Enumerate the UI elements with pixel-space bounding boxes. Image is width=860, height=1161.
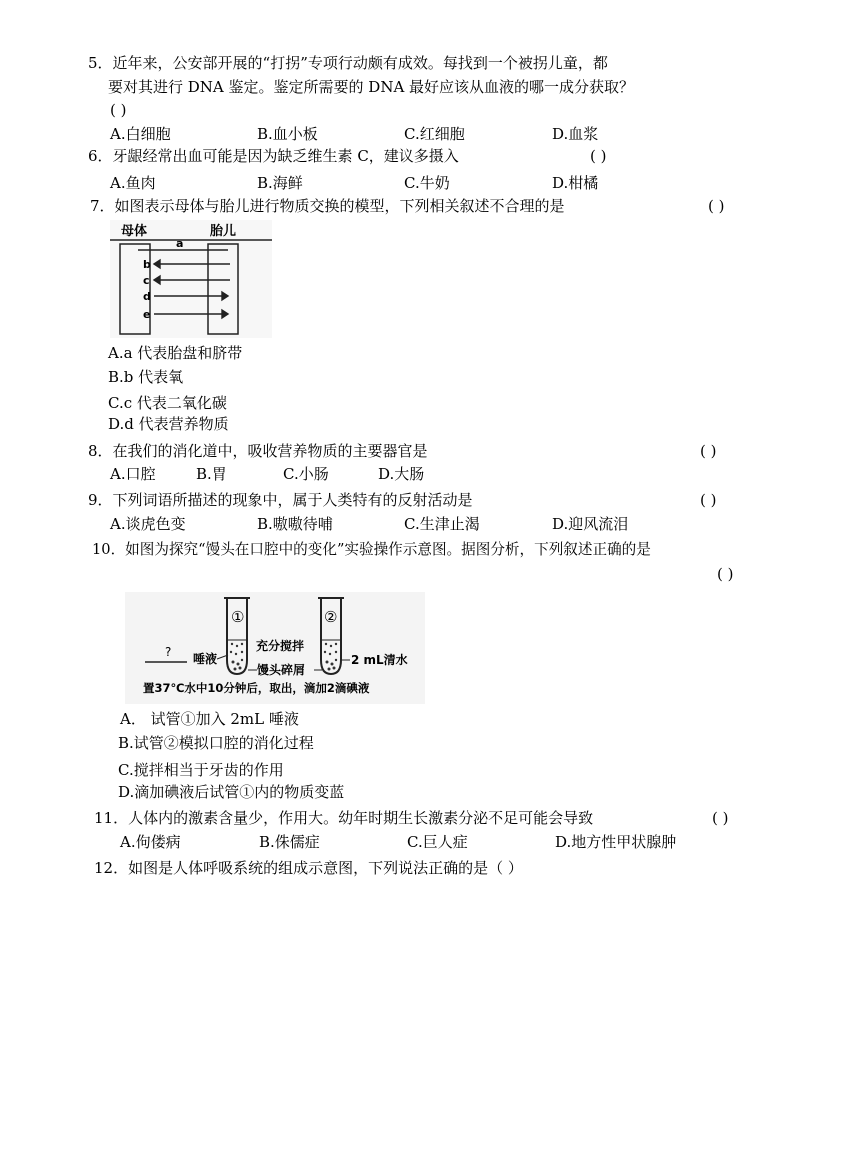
tube-2-label: ②: [324, 608, 338, 626]
q11-option-a: A.佝偻病: [120, 833, 181, 851]
mother-label: 母体: [121, 224, 148, 239]
q11-option-c: C.巨人症: [407, 833, 468, 851]
q11-answer-paren: ( ): [712, 809, 729, 827]
q9-option-c: C.生津止渴: [404, 515, 480, 533]
q5-option-d: D.血浆: [552, 125, 599, 143]
q7-option-c: C.c 代表二氧化碳: [108, 394, 227, 412]
q12-stem: 12．如图是人体呼吸系统的组成示意图，下列说法正确的是（ ）: [94, 859, 523, 877]
saliva-label: 唾液: [193, 652, 218, 666]
q6-answer-paren: ( ): [590, 147, 607, 165]
q5-stem-line1: 5．近年来，公安部开展的“打拐”专项行动颇有成效。每找到一个被拐儿童，都: [88, 54, 608, 72]
water-label: 2 mL清水: [351, 653, 408, 667]
q11-option-b: B.侏儒症: [259, 833, 320, 851]
q8-stem: 8．在我们的消化道中，吸收营养物质的主要器官是: [88, 442, 428, 460]
q6-option-b: B.海鲜: [257, 174, 303, 192]
fetus-label: 胎儿: [210, 224, 237, 239]
q10-option-d: D.滴加碘液后试管①内的物质变蓝: [118, 783, 345, 801]
q5-option-b: B.血小板: [257, 125, 318, 143]
q8-answer-paren: ( ): [700, 442, 717, 460]
q10-option-a: A． 试管①加入 2mL 唾液: [120, 710, 299, 728]
q6-option-d: D.柑橘: [552, 174, 599, 192]
q8-option-b: B.胃: [196, 465, 227, 483]
q10-stem: 10．如图为探究“馒头在口腔中的变化”实验操作示意图。据图分析，下列叙述正确的是: [92, 541, 651, 558]
q10-option-b: B.试管②模拟口腔的消化过程: [118, 734, 314, 752]
q6-option-a: A.鱼肉: [110, 174, 156, 192]
q5-stem-line2: 要对其进行 DNA 鉴定。鉴定所需要的 DNA 最好应该从血液的哪一成分获取？: [108, 78, 635, 96]
q9-answer-paren: ( ): [700, 491, 717, 509]
q9-option-d: D.迎风流泪: [552, 515, 629, 533]
crumbs-label: 馒头碎屑: [257, 663, 306, 677]
q6-option-c: C.牛奶: [404, 174, 450, 192]
q11-stem: 11．人体内的激素含量少，作用大。幼年时期生长激素分泌不足可能会导致: [94, 809, 594, 827]
experiment-caption: 置37℃水中10分钟后，取出，滴加2滴碘液: [143, 681, 370, 695]
q5-answer-paren: ( ): [110, 101, 127, 119]
q7-stem: 7．如图表示母体与胎儿进行物质交换的模型，下列相关叙述不合理的是: [90, 197, 565, 215]
arrow-label-c: c: [143, 274, 150, 287]
q7-option-b: B.b 代表氧: [108, 368, 184, 386]
mantou-digestion-experiment-diagram: [125, 592, 425, 704]
q8-option-a: A.口腔: [110, 465, 156, 483]
q7-option-d: D.d 代表营养物质: [108, 415, 229, 433]
q5-option-c: C.红细胞: [404, 125, 465, 143]
stir-label: 充分搅拌: [256, 639, 305, 653]
arrow-label-a: a: [176, 237, 184, 250]
q7-option-a: A.a 代表胎盘和脐带: [108, 344, 243, 362]
arrow-label-d: d: [143, 290, 151, 303]
arrow-label-e: e: [143, 308, 151, 321]
q8-option-d: D.大肠: [378, 465, 425, 483]
mother-fetus-exchange-diagram: [110, 220, 272, 338]
q9-option-b: B.嗷嗷待哺: [257, 515, 333, 533]
arrow-label-b: b: [143, 258, 151, 271]
tube-1-label: ①: [231, 608, 245, 626]
q5-option-a: A.白细胞: [110, 125, 171, 143]
q10-option-c: C.搅拌相当于牙齿的作用: [118, 761, 284, 779]
q9-option-a: A.谈虎色变: [110, 515, 186, 533]
q10-answer-paren: ( ): [717, 565, 734, 583]
question-mark-label: ?: [165, 645, 172, 659]
q7-answer-paren: ( ): [708, 197, 725, 215]
q8-option-c: C.小肠: [283, 465, 329, 483]
q11-option-d: D.地方性甲状腺肿: [555, 833, 677, 851]
q6-stem: 6．牙龈经常出血可能是因为缺乏维生素 C，建议多摄入: [88, 147, 459, 165]
q9-stem: 9．下列词语所描述的现象中，属于人类特有的反射活动是: [88, 491, 473, 509]
